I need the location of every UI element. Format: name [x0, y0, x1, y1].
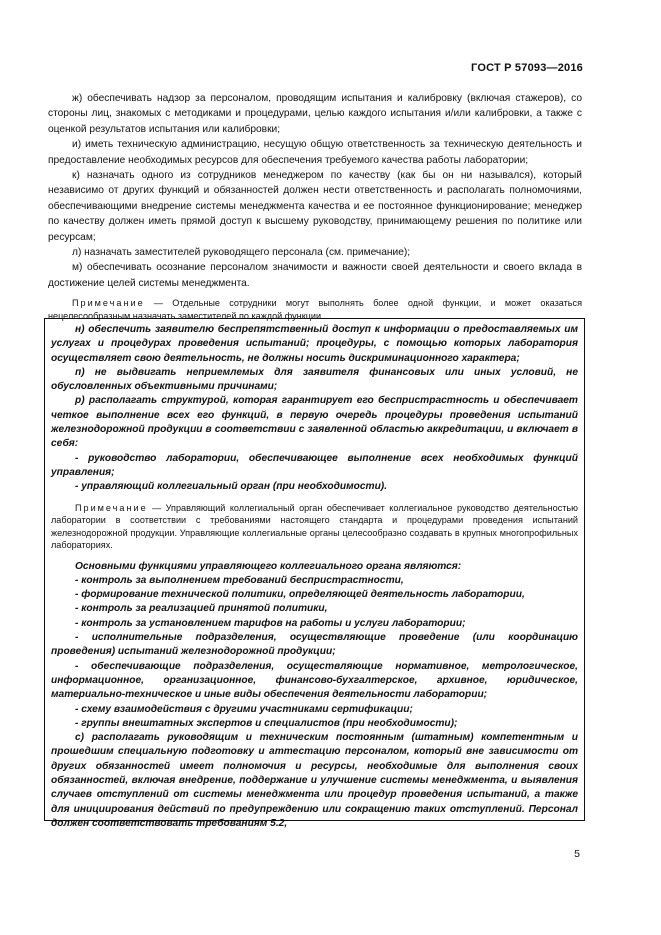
note-2-label: Примечание	[75, 502, 148, 513]
item-l: л) назначать заместителей руководящего персонала (см. примечание);	[72, 247, 411, 259]
function-item: - схему взаимодействия с другими участниками сертификации;	[75, 703, 413, 715]
item-zh: ж) обеспечивать надзор за персоналом, проводящим испытания и калибровку (включая стажеров), со стороны лиц, знакомых с методиками и процедурами, целью каждого испытания и/или калибровки, а также с оценкой результатов испытания или калибровки;	[48, 93, 582, 135]
function-item: - исполнительные подразделения, осуществляющие проведение (или координацию проведения) испытаний железнодорожной продукции;	[51, 632, 578, 658]
item-r-sub-1: - руководство лаборатории, обеспечивающее выполнение всех необходимых функций управления;	[51, 452, 578, 478]
note-2	[51, 502, 578, 552]
item-n: н) обеспечить заявителю беспрепятственный доступ к информации о предоставляемых им услугах и процедурах проведения испытаний; процедуры, с помощью которых лаборатория осуществляет свою деятельность, не должны носить дискриминационного характера;	[51, 324, 578, 364]
document-id-header: ГОСТ Р 57093—2016	[471, 62, 583, 74]
railway-specific-requirements-box	[44, 318, 585, 829]
function-item: - обеспечивающие подразделения, осуществляющие нормативное, метрологическое, информационное, организационное, финансово-бухгалтерское, архивное, юридическое, материально-техническое и иные виды обеспечения деятельности лаборатории;	[51, 660, 578, 701]
function-item: - группы внештатных экспертов и специалистов (при необходимости);	[75, 717, 458, 729]
note-1-label: Примечание	[72, 298, 145, 309]
item-s: с) располагать руководящим и техническим постоянным (штатным) компетентным и прошедшим специальную подготовку и аттестацию персоналом, который вне зависимости от других обязанностей имеет полномочия и ресурсы, необходимые для выполнения своих обязанностей, включая внедрение, поддержание и улучшение системы менеджмента, и выявления случаев отступлений от системы менеджмента или процедур проведения испытаний, а также для инициирования действий по предупреждению или сокращению таких отступлений. Персонал должен соответствовать требованиям 5.2,	[51, 732, 578, 829]
item-r: р) располагать структурой, которая гарантирует его беспристрастность и обеспечивает четкое выполнение всех его функций, в первую очередь процедуры проведения испытаний железнодорожной продукции в соответствии с заявленной областью аккредитации, и включает в себя:	[51, 395, 578, 450]
item-p: п) не выдвигать неприемлемых для заявителя финансовых или иных условий, не обусловленных объективными причинами;	[51, 366, 578, 393]
function-item: - формирование технической политики, определяющей деятельность лаборатории,	[75, 589, 525, 601]
item-k: к) назначать одного из сотрудников менеджером по качеству (как бы он ни назывался), который независимо от других функций и обязанностей должен нести ответственность и располагать полномочиями, обеспечивающими внедрение системы менеджмента качества и ее постоянное функционирование; менеджер по качеству должен иметь прямой доступ к высшему руководству, принимающему решения по политике или ресурсам;	[48, 170, 582, 243]
requirements-list	[48, 91, 582, 322]
item-r-sub-2: - управляющий коллегиальный орган (при необходимости).	[75, 481, 388, 493]
item-m: м) обеспечивать осознание персоналом значимости и важности своей деятельности и своего вклада в достижение целей системы менеджмента.	[48, 262, 582, 289]
function-item: - контроль за установлением тарифов на работы и услуги лаборатории;	[75, 617, 466, 629]
functions-title: Основными функциями управляющего коллегиального органа являются:	[75, 560, 462, 572]
page-number: 5	[574, 848, 580, 860]
note-1-text: — Отдельные сотрудники могут выполнять более одной функции, и может оказаться нецелесообразным назначать заместителей по каждой функции.	[48, 298, 582, 321]
note-2-text: — Управляющий коллегиальный орган обеспечивает коллегиальное руководство деятельностью лаборатории в соответствии с требованиями настоящего стандарта и процедурами проведения испытаний железнодорожной продукции. Управляющие коллегиальные органы целесообразно создавать в крупных многопрофильных лабораториях.	[51, 502, 578, 551]
item-i: и) иметь техническую администрацию, несущую общую ответственность за техническую деятельность и предоставление необходимых ресурсов для обеспечения требуемого качества работы лаборатории;	[48, 139, 582, 166]
function-item: - контроль за выполнением требований беспристрастности,	[75, 574, 404, 586]
function-item: - контроль за реализацией принятой политики,	[75, 603, 328, 615]
